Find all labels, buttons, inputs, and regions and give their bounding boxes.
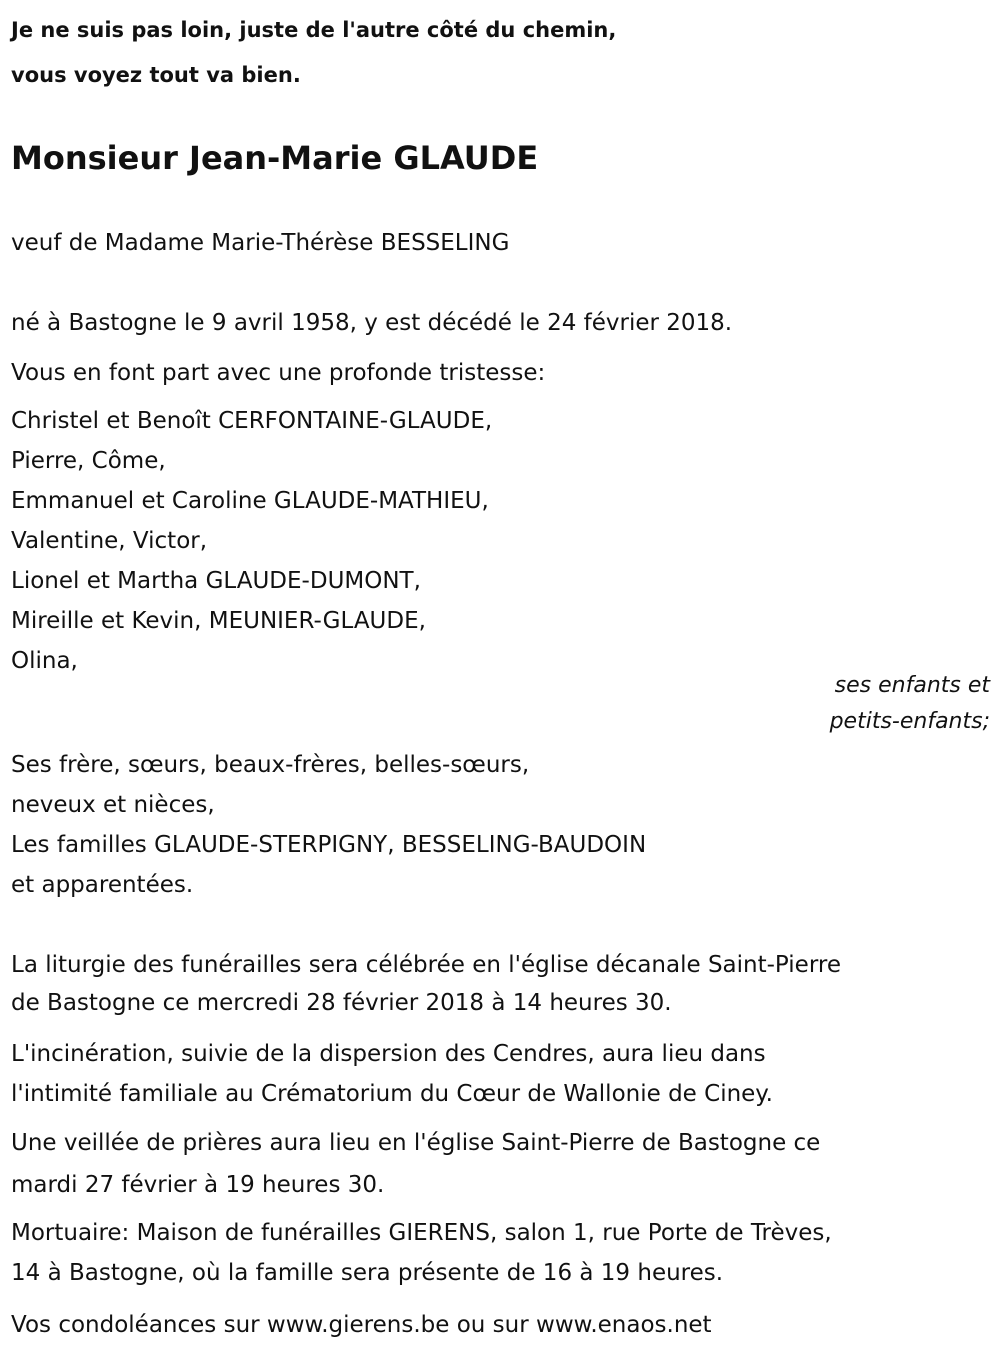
family-member: Emmanuel et Caroline GLAUDE-MATHIEU, xyxy=(11,488,489,514)
funeral-detail: La liturgie des funérailles sera célébrée en l'église décanale Saint-Pierre xyxy=(11,952,841,978)
birth-death-line: né à Bastogne le 9 avril 1958, y est décédé le 24 février 2018. xyxy=(11,310,733,336)
cremation-detail: l'intimité familiale au Crématorium du Cœur de Wallonie de Ciney. xyxy=(11,1081,773,1107)
children-label: ses enfants et xyxy=(834,673,990,698)
deceased-name: Monsieur Jean-Marie GLAUDE xyxy=(11,139,539,177)
condolences-line: Vos condoléances sur www.gierens.be ou sur www.enaos.net xyxy=(11,1312,712,1338)
family-member: Christel et Benoît CERFONTAINE-GLAUDE, xyxy=(11,408,493,434)
family-line: neveux et nièces, xyxy=(11,792,215,818)
mortuary-detail: 14 à Bastogne, où la famille sera présente de 16 à 19 heures. xyxy=(11,1260,724,1286)
mortuary-detail: Mortuaire: Maison de funérailles GIERENS, salon 1, rue Porte de Trèves, xyxy=(11,1220,832,1246)
quote-line: vous voyez tout va bien. xyxy=(11,63,301,87)
vigil-detail: Une veillée de prières aura lieu en l'église Saint-Pierre de Bastogne ce xyxy=(11,1130,821,1156)
children-label: petits-enfants; xyxy=(829,709,990,734)
funeral-detail: de Bastogne ce mercredi 28 février 2018 à 14 heures 30. xyxy=(11,990,672,1016)
family-member: Olina, xyxy=(11,648,78,674)
family-member: Lionel et Martha GLAUDE-DUMONT, xyxy=(11,568,421,594)
widower-line: veuf de Madame Marie-Thérèse BESSELING xyxy=(11,230,510,256)
vigil-detail: mardi 27 février à 19 heures 30. xyxy=(11,1172,385,1198)
family-member: Pierre, Côme, xyxy=(11,448,166,474)
cremation-detail: L'incinération, suivie de la dispersion des Cendres, aura lieu dans xyxy=(11,1041,766,1067)
family-line: Les familles GLAUDE-STERPIGNY, BESSELING-BAUDOIN xyxy=(11,832,647,858)
quote-line: Je ne suis pas loin, juste de l'autre côté du chemin, xyxy=(11,18,617,42)
family-line: et apparentées. xyxy=(11,872,194,898)
family-member: Mireille et Kevin, MEUNIER-GLAUDE, xyxy=(11,608,426,634)
family-member: Valentine, Victor, xyxy=(11,528,208,554)
family-line: Ses frère, sœurs, beaux-frères, belles-sœurs, xyxy=(11,752,530,778)
announcement-intro: Vous en font part avec une profonde tristesse: xyxy=(11,360,546,386)
